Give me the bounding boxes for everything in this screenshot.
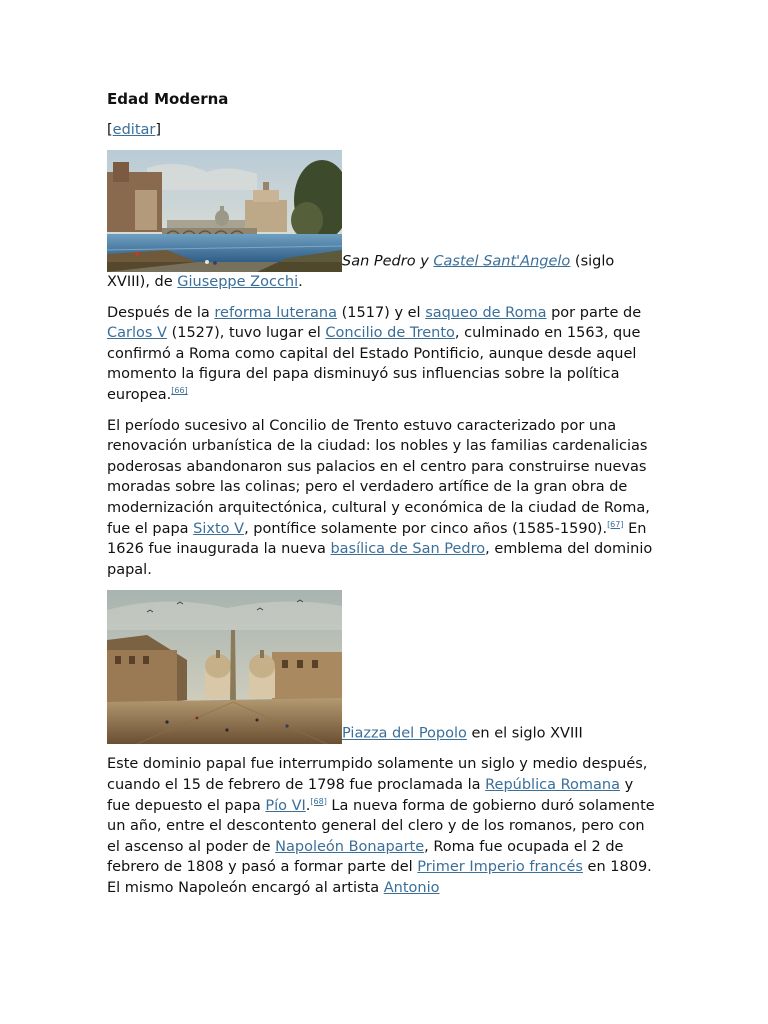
painting-piazza-del-popolo-image — [107, 590, 342, 744]
para1-text-5: , culminado en 1563, que confirmó a Roma como capital del Estado Pontificio, aunque desde aquel momento la figura del papa disminuyó sus influencias sobre la política europea. — [107, 325, 641, 403]
para1-text-2: (1517) y el — [337, 304, 426, 321]
reference-66[interactable]: [66] — [171, 385, 188, 395]
caption-castel-text1: San Pedro y — [342, 253, 434, 270]
link-republica-romana[interactable]: República Romana — [485, 776, 620, 793]
edit-bracket-open: [ — [107, 122, 113, 138]
para2-text-3: En 1626 fue inaugurada la nueva — [107, 520, 647, 558]
edit-bracket-close: ] — [155, 122, 162, 138]
paragraph-2 — [107, 416, 657, 581]
caption-castel-text2: (siglo XVIII), de — [107, 253, 615, 290]
link-pio-vi[interactable]: Pío VI — [265, 797, 306, 814]
para2-text-4: , emblema del dominio papal. — [107, 541, 653, 578]
link-piazza-del-popolo[interactable]: Piazza del Popolo — [342, 725, 467, 742]
para3-text-5: , Roma fue ocupada el 2 de febrero de 1808 y pasó a formar parte del — [107, 838, 624, 876]
link-sixto-v[interactable]: Sixto V — [193, 520, 245, 537]
link-antonio[interactable]: Antonio — [383, 879, 440, 896]
article-content — [107, 88, 657, 908]
link-castel-santangelo[interactable]: Castel Sant'Angelo — [433, 253, 571, 270]
edit-link[interactable]: editar — [112, 122, 156, 138]
para1-text-3: por parte de — [546, 304, 642, 321]
section-title: Edad Moderna — [107, 90, 229, 108]
caption-piazza-text1: en el siglo XVIII — [466, 725, 583, 742]
para1-text-4: (1527), tuvo lugar el — [166, 325, 326, 342]
para3-text-2: y fue depuesto el papa — [107, 776, 634, 814]
link-concilio-de-trento[interactable]: Concilio de Trento — [325, 325, 455, 342]
link-giuseppe-zocchi[interactable]: Giuseppe Zocchi — [177, 274, 299, 290]
link-napoleon-bonaparte[interactable]: Napoleón Bonaparte — [275, 838, 425, 855]
para3-text-6: en 1809. El mismo Napoleón encargó al artista — [107, 859, 652, 896]
figure-castel-santangelo — [107, 150, 657, 293]
link-saqueo-de-roma[interactable]: saqueo de Roma — [425, 304, 547, 321]
para2-text-1: El período sucesivo al Concilio de Trento estuvo caracterizado por una renovación urbanística de la ciudad: los nobles y las familias cardenalicias poderosas abandonaron sus palacios en el centro para construirse nuevas moradas sobre las colinas; pero el verdadero artífice de la gran obra de modernización arquitectónica, cultural y económica de la ciudad de Roma, fue el papa — [107, 417, 650, 537]
paragraph-3 — [107, 754, 657, 898]
caption-castel-text3: . — [298, 274, 303, 290]
link-basilica-san-pedro[interactable]: basílica de San Pedro — [330, 541, 486, 558]
para1-text-1: Después de la — [107, 304, 215, 321]
para3-text-4: La nueva forma de gobierno duró solamente un año, entre el descontento general del clero y de los romanos, pero con el ascenso al poder de — [107, 797, 655, 855]
link-primer-imperio-frances[interactable]: Primer Imperio francés — [417, 859, 583, 876]
painting-piazza-del-popolo[interactable] — [107, 590, 342, 744]
para3-text-1: Este dominio papal fue interrumpido solamente un siglo y medio después, cuando el 15 de febrero de 1798 fue proclamada la — [107, 756, 648, 793]
link-carlos-v[interactable]: Carlos V — [107, 325, 167, 342]
painting-castel-santangelo-image — [107, 150, 342, 272]
reference-68[interactable]: [68] — [310, 796, 327, 806]
link-reforma-luterana[interactable]: reforma luterana — [214, 304, 338, 321]
edit-section — [107, 120, 657, 140]
painting-castel-santangelo[interactable] — [107, 150, 342, 272]
para3-text-3: . — [305, 797, 311, 814]
reference-67[interactable]: [67] — [607, 519, 624, 529]
paragraph-1 — [107, 303, 657, 406]
figure-piazza-del-popolo — [107, 590, 657, 744]
para2-text-2: , pontífice solamente por cinco años (1585-1590). — [244, 520, 608, 537]
